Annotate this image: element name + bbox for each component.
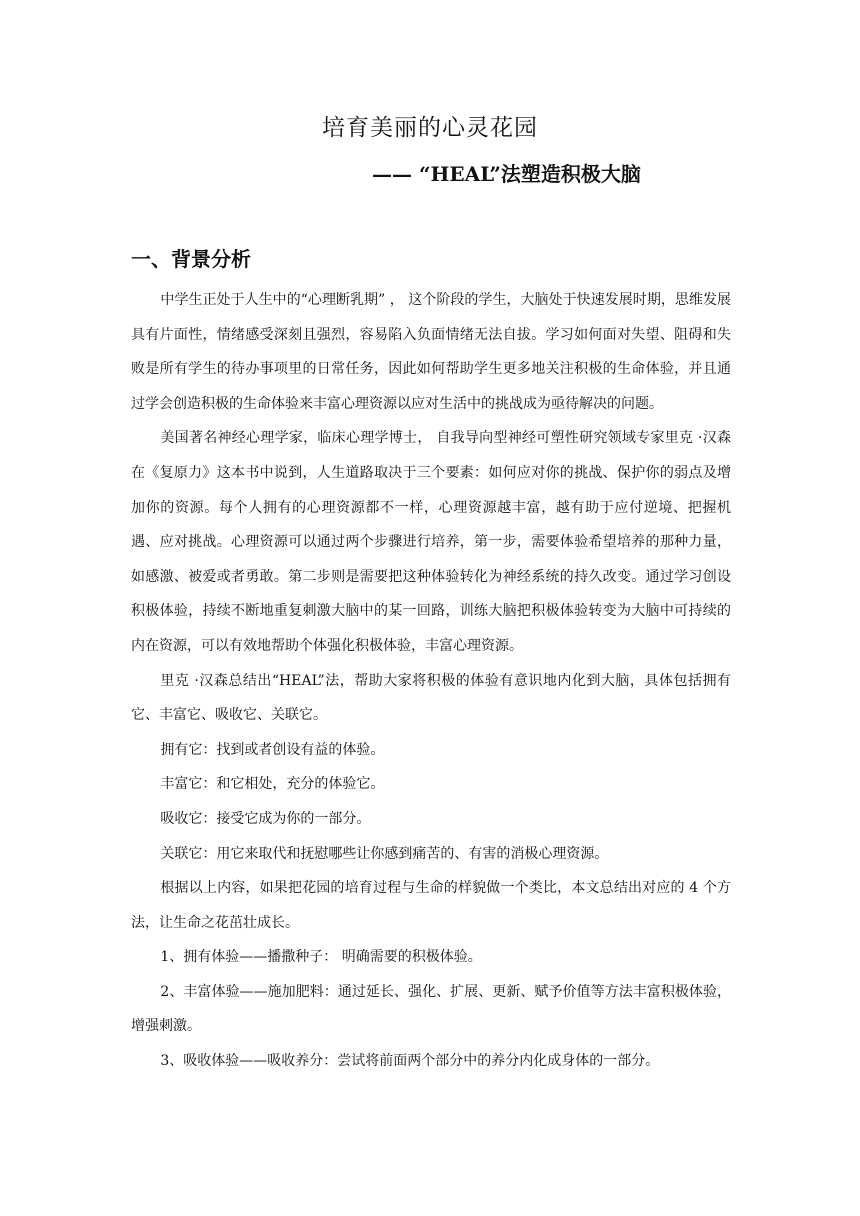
paragraph: 根据以上内容，如果把花园的培育过程与生命的样貌做一个类比，本文总结出对应的 4 个方法，让生命之花茁壮成长。 <box>131 880 731 931</box>
section-body <box>131 283 731 1079</box>
section-heading: 一、背景分析 <box>131 247 251 271</box>
paragraph: 中学生正处于人生中的“心理断乳期” ， 这个阶段的学生，大脑处于快速发展时期，思维发展具有片面性，情绪感受深刻且强烈，容易陷入负面情绪无法自拔。学习如何面对失望、阻碍和失败是所有学生的待办事项里的日常任务，因此如何帮助学生更多地关注积极的生命体验，并且通过学会创造积极的生命体验来丰富心理资源以应对生活中的挑战成为亟待解决的问题。 <box>131 292 731 412</box>
list-item: 3、吸收体验——吸收养分：尝试将前面两个部分中的养分内化成身体的一部分。 <box>160 1053 660 1070</box>
paragraph: 美国著名神经心理学家，临床心理学博士， 自我导向型神经可塑性研究领域专家里克 ·汉森在《复原力》这本书中说到，人生道路取决于三个要素：如何应对你的挑战、保护你的弱点及增加你的资源。每个人拥有的心理资源都不一样，心理资源越丰富，越有助于应付逆境、把握机遇、应对挑战。心理资源可以通过两个步骤进行培养，第一步，需要体验希望培养的那种力量，如感激、被爱或者勇敢。第二步则是需要把这种体验转化为神经系统的持久改变。通过学习创设积极体验，持续不断地重复刺激大脑中的某一回路，训练大脑把积极体验转变为大脑中可持续的内在资源，可以有效地帮助个体强化积极体验，丰富心理资源。 <box>131 430 731 654</box>
document-subtitle: —— “HEAL”法塑造积极大脑 <box>372 162 641 186</box>
list-item: 1、拥有体验——播撒种子： 明确需要的积极体验。 <box>160 949 482 966</box>
paragraph: 关联它：用它来取代和抚慰哪些让你感到痛苦的、有害的消极心理资源。 <box>160 845 609 862</box>
list-item: 2、丰富体验——施加肥料：通过延长、强化、扩展、更新、赋予价值等方法丰富积极体验，增强刺激。 <box>131 983 731 1035</box>
paragraph: 拥有它：找到或者创设有益的体验。 <box>160 741 385 758</box>
document-title: 培育美丽的心灵花园 <box>322 115 538 141</box>
paragraph: 吸收它：接受它成为你的一部分。 <box>160 810 371 827</box>
paragraph: 里克 ·汉森总结出“HEAL”法，帮助大家将积极的体验有意识地内化到大脑，具体包括拥有它、丰富它、吸收它、关联它。 <box>131 672 731 724</box>
paragraph: 丰富它：和它相处，充分的体验它。 <box>160 776 385 793</box>
